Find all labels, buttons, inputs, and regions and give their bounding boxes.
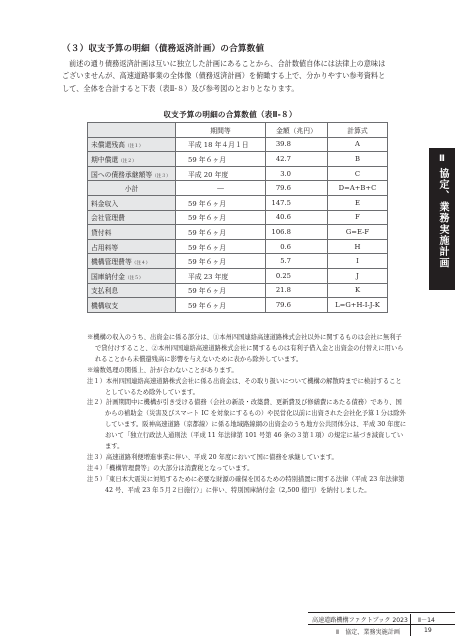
row-period: 59 年６ヶ月 bbox=[176, 239, 266, 254]
row-formula: I bbox=[328, 254, 388, 269]
row-label-text: 支払利息 bbox=[91, 287, 119, 296]
table-row bbox=[88, 283, 388, 298]
row-label-text: 貸付料 bbox=[91, 228, 112, 237]
row-formula: C bbox=[328, 166, 388, 181]
row-label-text: 未償還残高 bbox=[91, 141, 125, 150]
header-formula: 計算式 bbox=[328, 123, 388, 138]
table-row bbox=[88, 152, 388, 167]
row-period: 平成 18 年４月１日 bbox=[176, 137, 266, 152]
row-label bbox=[88, 210, 176, 225]
row-formula: F bbox=[328, 210, 388, 225]
table-row bbox=[88, 239, 388, 254]
chapter-numeral: Ⅱ bbox=[439, 154, 445, 164]
row-note: （注１） bbox=[124, 144, 144, 150]
notes-section bbox=[87, 333, 407, 497]
row-label-text: 会社管理費 bbox=[91, 214, 125, 223]
row-label-text: 占用料等 bbox=[91, 243, 119, 252]
row-amount: 21.8 bbox=[266, 283, 328, 298]
footer-rule bbox=[308, 612, 455, 613]
row-amount: 5.7 bbox=[266, 254, 328, 269]
row-label bbox=[88, 181, 176, 196]
row-period: 59 年６ヶ月 bbox=[176, 196, 266, 211]
row-amount: 106.8 bbox=[266, 225, 328, 240]
row-label-text: 機構収支 bbox=[91, 301, 119, 310]
budget-table-top bbox=[87, 122, 388, 196]
row-amount: 79.6 bbox=[266, 298, 328, 313]
row-formula: J bbox=[328, 268, 388, 283]
header-period: 期間等 bbox=[176, 123, 266, 138]
table-row-subtotal bbox=[88, 181, 388, 196]
row-formula: L=G+H-I-J-K bbox=[328, 298, 388, 313]
row-formula: B bbox=[328, 152, 388, 167]
row-formula: H bbox=[328, 239, 388, 254]
table-title: 収支予算の明細の合算数値（表Ⅱ-８） bbox=[163, 110, 297, 119]
row-label-text: 料金収入 bbox=[91, 199, 119, 208]
row-label bbox=[88, 268, 176, 283]
row-amount: 0.25 bbox=[266, 268, 328, 283]
table-row bbox=[88, 225, 388, 240]
table-row bbox=[88, 196, 388, 211]
row-period: 59 年６ヶ月 bbox=[176, 254, 266, 269]
table-row bbox=[88, 137, 388, 152]
budget-table-bottom bbox=[87, 195, 388, 313]
note-item: 注１）本州四国連絡高速道路株式会社に係る出資金は、その取り扱いについて機構の解散時までに検討することとしているため除外しています。 bbox=[87, 377, 402, 396]
footer-divider bbox=[410, 614, 411, 636]
row-amount: 147.5 bbox=[266, 196, 328, 211]
footer-book-title: 高速道路機構ファクトブック 2023 bbox=[312, 617, 408, 624]
row-formula: D=A+B+C bbox=[328, 181, 388, 196]
row-label bbox=[88, 254, 176, 269]
row-label bbox=[88, 152, 176, 167]
header-blank-cell bbox=[88, 123, 176, 138]
table-row bbox=[88, 210, 388, 225]
row-label-text: 機構管理費等 bbox=[91, 258, 132, 267]
row-label bbox=[88, 239, 176, 254]
row-note: （注４） bbox=[131, 261, 151, 267]
table-row bbox=[88, 166, 388, 181]
note-item: 注２）計画期間中に機構が引き受ける債務（会社の新設・改築費、更新費及び修繕費にあたる債務）であり、国からの補助金（災害及びスマート IC を対象にするもの）や民営化以前に出資された会社化予算１分は除外しています。阪神高速道路（京都線）に係る地域路線網の出資金のうち地方公共団体分は、平成 30 年度において「独立行政法人通則法（平成 11 年法律第 101 号第 46 条の３第１項）の規定に基づき減資しています。 bbox=[87, 399, 407, 451]
row-note: （注５） bbox=[124, 275, 144, 281]
table-row bbox=[88, 254, 388, 269]
row-period: 平成 23 年度 bbox=[176, 268, 266, 283]
footer-page-code: Ⅱ－14 bbox=[418, 617, 435, 624]
row-amount: 3.0 bbox=[266, 166, 328, 181]
row-label-text: 小計 bbox=[124, 185, 139, 194]
footer-rule bbox=[308, 624, 455, 625]
row-formula: E bbox=[328, 196, 388, 211]
row-period: 59 年６ヶ月 bbox=[176, 298, 266, 313]
row-amount: 79.6 bbox=[266, 181, 328, 196]
note-paragraph: ※端数処理の関係上、計が合わないことがあります。 bbox=[87, 366, 238, 374]
note-paragraph: ※機構の収入のうち、出資金に係る部分は、①本州四国連絡高速道路株式会社以外に関するものは会社に無利子で貸付けすること、②本州四国連絡高速道路株式会社に関するものは有利子借入金と出資金の付替えに用いられることから未償還残高に影響を与えないために表から除外しています。 bbox=[87, 334, 404, 363]
row-label bbox=[88, 196, 176, 211]
row-period: 平成 20 年度 bbox=[176, 166, 266, 181]
row-period: ― bbox=[176, 181, 266, 196]
row-amount: 39.8 bbox=[266, 137, 328, 152]
table-row bbox=[88, 298, 388, 313]
row-formula: K bbox=[328, 283, 388, 298]
row-label-text: 国庫納付金 bbox=[91, 272, 125, 281]
row-period: 59 年６ヶ月 bbox=[176, 225, 266, 240]
row-label bbox=[88, 166, 176, 181]
table-header-row bbox=[88, 123, 388, 138]
note-item: 注４）「機構管理費等」の大部分は消費税となっています。 bbox=[87, 464, 254, 472]
row-label bbox=[88, 225, 176, 240]
section-heading: （３）収支予算の明細（債務返済計画）の合算数値 bbox=[62, 44, 265, 54]
note-item: 注５）「東日本大震災に対処するために必要な財源の確保を図るための特別措置に関する法律（平成 23 年法律第 42 号、平成 23 年５月２日施行）」に伴い、特別国庫納付金（2,500 億円）を納付しました。 bbox=[87, 475, 405, 494]
header-amount: 金額（兆円） bbox=[266, 123, 328, 138]
row-amount: 0.6 bbox=[266, 239, 328, 254]
row-formula: G=E-F bbox=[328, 225, 388, 240]
intro-paragraph: 前述の通り債務返済計画は互いに独立した計画にあることから、合計数値自体には法律上の意味はございませんが、高速道路事業の全体像（債務返済計画）を俯瞰する上で、分かりやすい参考資料として、全体を合計すると下表（表Ⅱ-８）及び参考図のとおりとなります。 bbox=[62, 59, 386, 93]
row-note: （注３） bbox=[152, 173, 171, 179]
row-label bbox=[88, 283, 176, 298]
chapter-title: 協定、業務実施計画 bbox=[437, 168, 448, 269]
note-item: 注３）高速道路利便増進事業に伴い、平成 20 年度において国に債務を承継しています。 bbox=[87, 453, 338, 461]
row-period: 59 年６ヶ月 bbox=[176, 152, 266, 167]
row-note: （注２） bbox=[118, 158, 137, 164]
table-row bbox=[88, 268, 388, 283]
row-period: 59 年６ヶ月 bbox=[176, 283, 266, 298]
row-label-text: 国への債務承継額等 bbox=[91, 170, 153, 179]
row-amount: 40.6 bbox=[266, 210, 328, 225]
footer-section-label: Ⅱ 協定、業務実施計画 bbox=[336, 629, 400, 636]
row-label bbox=[88, 298, 176, 313]
footer-page-number: 19 bbox=[424, 627, 432, 634]
chapter-side-tab bbox=[429, 148, 455, 290]
row-formula: A bbox=[328, 137, 388, 152]
row-label-text: 期中償還 bbox=[91, 155, 119, 164]
row-amount: 42.7 bbox=[266, 152, 328, 167]
row-period: 59 年６ヶ月 bbox=[176, 210, 266, 225]
row-label bbox=[88, 137, 176, 152]
